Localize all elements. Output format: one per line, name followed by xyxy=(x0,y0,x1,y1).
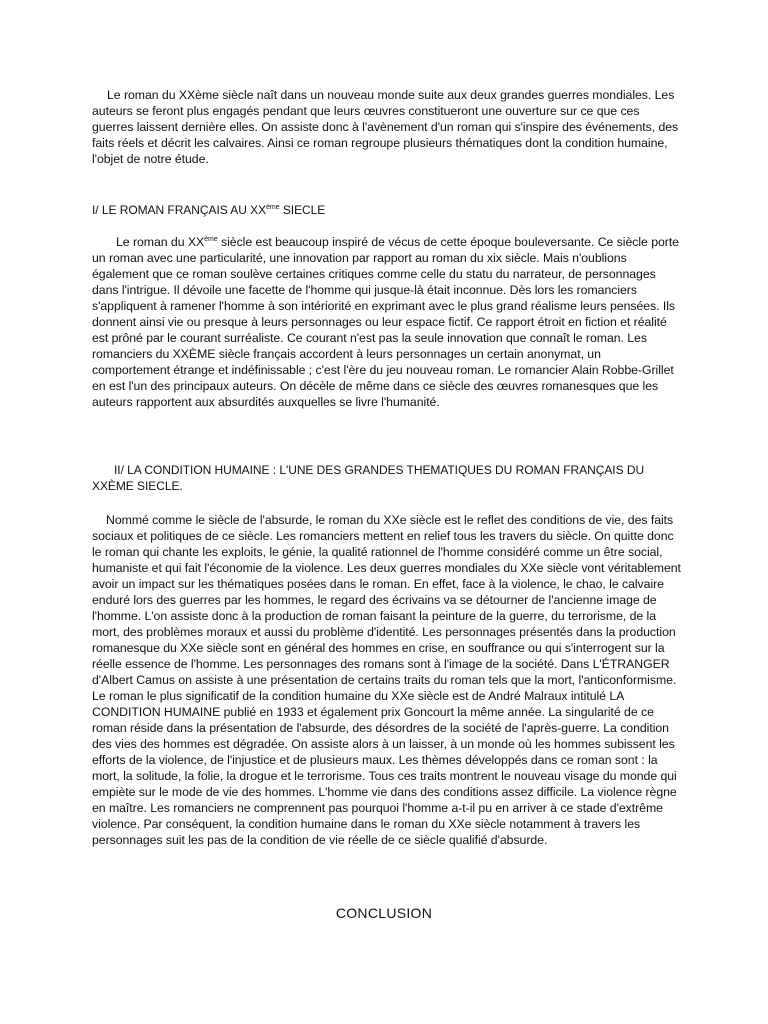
intro-paragraph xyxy=(92,87,682,167)
intro-text: Le roman du XXème siècle naît dans un nouveau monde suite aux deux grandes guerres mondiales. Les auteurs se feront plus engagés pendant que leurs œuvres constitueront une ouverture sur ce que ces guerres laissent dernière elles. On assiste donc à l'avènement d'un roman qui s'inspire des événements, des faits réels et décrit les calvaires. Ainsi ce roman regroupe plusieurs thématiques dont la condition humaine, l'objet de notre étude. xyxy=(92,88,679,166)
section-2-heading xyxy=(92,462,682,494)
section-1-para-text: siècle est beaucoup inspiré de vécus de cette époque bouleversante. Ce siècle porte un roman avec une particularité, une innovation par rapport au roman du xix siècle. Mais n'oublions également que ce roman soulève certaines critiques comme celle du statu du narrateur, de personnages dans l'intrigue. Il dévoile une facette de l'homme qui jusque-là était inconnue. Dès lors les romanciers s'appliquent à ramener l'homme à son intériorité en exprimant avec le plus grand réalisme leurs pensées. Ils donnent ainsi vie ou presque à leurs personnages ou leur espace fictif. Ce rapport étroit en fiction et réalité est prôné par le courant surréaliste. Ce courant n'est pas la seule innovation que connaît le roman. Les romanciers du XXÈME siècle français accordent à leurs personnages un certain anonymat, un comportement étrange et indéfinissable ; c'est l'ère du jeu nouveau roman. Le romancier Alain Robbe-Grillet en est l'un des principaux auteurs. On décèle de même dans ce siècle des œuvres romanesques que les auteurs rapportent aux absurdités auxquelles se livre l'humanité. xyxy=(92,235,679,409)
section-1-para-superscript: ème xyxy=(204,236,218,243)
section-1-heading-text: I/ LE ROMAN FRANÇAIS AU XX xyxy=(92,203,267,217)
section-1-heading xyxy=(92,202,682,218)
section-2-heading-text: II/ LA CONDITION HUMAINE : L'UNE DES GRANDES THEMATIQUES DU ROMAN FRANÇAIS DU XXÈME SIECLE. xyxy=(92,463,645,493)
section-2-paragraph xyxy=(92,512,682,848)
section-1-paragraph xyxy=(92,234,682,410)
section-2-para-text: Nommé comme le siècle de l'absurde, le roman du XXe siècle est le reflet des conditions de vie, des faits sociaux et politiques de ce siècle. Les romanciers mettent en relief tous les travers du siècle. On quitte donc le roman qui chante les exploits, le génie, la qualité rationnel de l'homme considéré comme un être social, humaniste et qui fait l'économie de la violence. Les deux guerres mondiales du XXe siècle vont véritablement avoir un impact sur les thématiques posées dans le roman. En effet, face à la violence, le chao, le calvaire enduré lors des guerres par les hommes, le regard des écrivains va se détourner de l'ancienne image de l'homme. L'on assiste donc à la production de roman faisant la peinture de la guerre, du terrorisme, de la mort, des problèmes moraux et aussi du problème d'identité. Les personnages présentés dans la production romanesque du XXe siècle sont en général des hommes en crise, en souffrance ou qui s'interrogent sur la réelle essence de l'homme. Les personnages des romans sont à l'image de la société. Dans L'ÉTRANGER d'Albert Camus on assiste à une présentation de certains traits du roman tels que la mort, l'anticonformisme. Le roman le plus significatif de la condition humaine du XXe siècle est de André Malraux intitulé LA CONDITION HUMAINE publié en 1933 et également prix Goncourt la même année. La singularité de ce roman réside dans la présentation de l'absurde, des désordres de la société de l'après-guerre. La condition des vies des hommes est dégradée. On assiste alors à un laisser, à un monde où les hommes subissent les efforts de la violence, de l'injustice et de plusieurs maux. Les thèmes développés dans ce roman sont : la mort, la solitude, la folie, la drogue et le terrorisme. Tous ces traits montrent le nouveau visage du monde qui empiète sur le mode de vie des hommes. L'homme vie dans des conditions assez difficile. La violence règne en maître. Les romanciers ne comprennent pas pourquoi l'homme a-t-il pu en arriver à ce stade d'extrême violence. Par conséquent, la condition humaine dans le roman du XXe siècle notamment à travers les personnages suit les pas de la condition de vie réelle de ce siècle qualifié d'absurde. xyxy=(92,513,681,847)
section-1-para-start: Le roman du XX xyxy=(116,235,205,249)
section-1-heading-superscript: ème xyxy=(266,204,280,211)
conclusion-heading: CONCLUSION xyxy=(335,905,433,921)
section-1-heading-suffix: SIECLE xyxy=(279,203,326,217)
